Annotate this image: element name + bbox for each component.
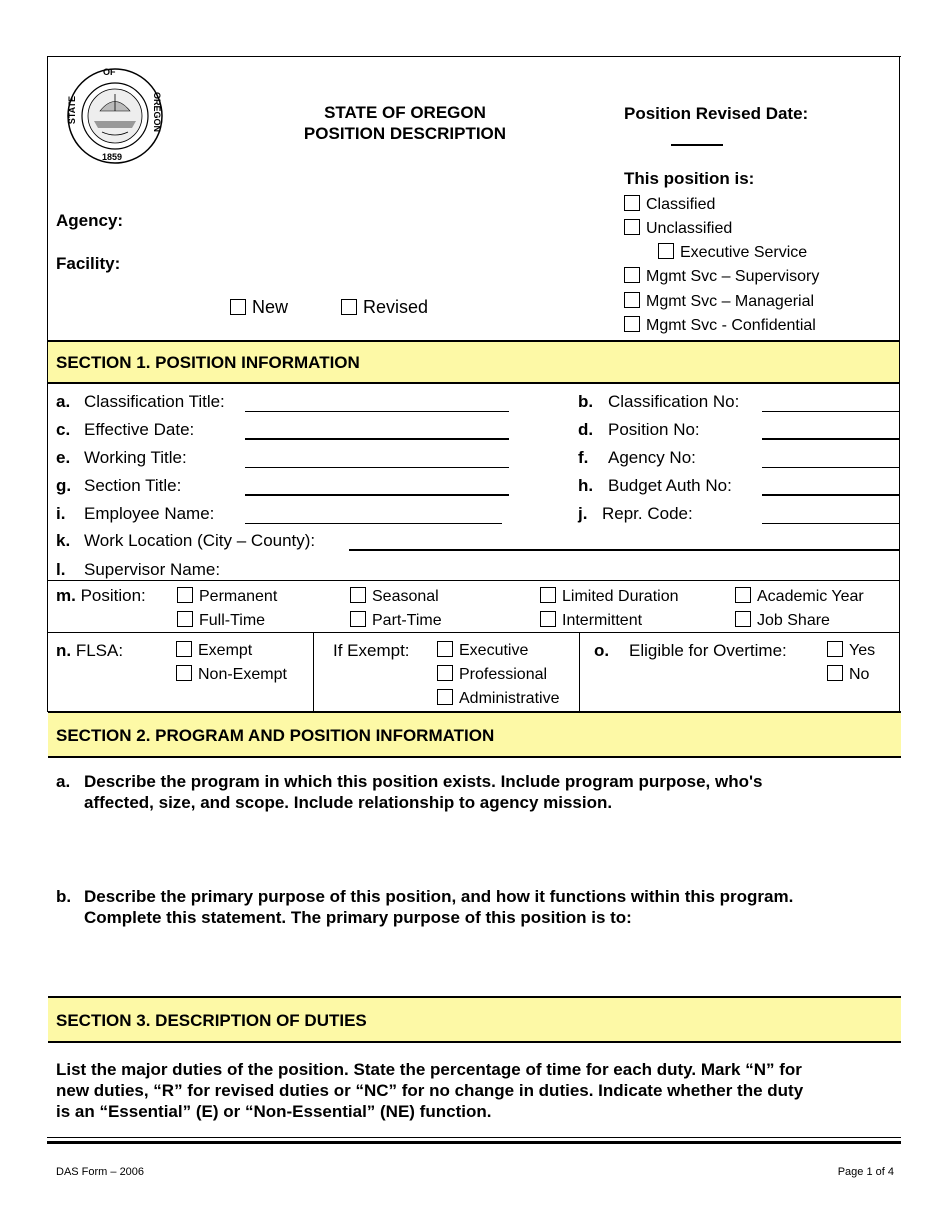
position-type-checkbox[interactable] <box>624 292 640 308</box>
field-letter: h. <box>578 476 594 495</box>
new-checkbox[interactable] <box>230 299 246 315</box>
position-option-label: Academic Year <box>757 588 864 605</box>
field-label: Repr. Code: <box>602 504 693 523</box>
position-type-label: Mgmt Svc - Confidential <box>646 317 816 334</box>
position-type-label: Mgmt Svc – Supervisory <box>646 268 820 285</box>
section-title-input[interactable] <box>245 494 509 496</box>
position-option-label: Seasonal <box>372 588 439 605</box>
overtime-checkbox[interactable] <box>827 641 843 657</box>
exempt-option-label: Professional <box>459 666 548 683</box>
field-supervisor-name <box>56 560 220 580</box>
field-label: Agency No: <box>608 448 696 467</box>
position-limited-duration[interactable] <box>540 587 679 606</box>
divider-flsa-right <box>579 632 580 712</box>
oregon-seal <box>64 66 166 166</box>
flsa-row-label <box>56 641 123 661</box>
section3-line3: is an “Essential” (E) or “Non-Essential” (NE) function. <box>56 1102 492 1121</box>
new-option[interactable] <box>230 297 288 318</box>
position-type-checkbox[interactable] <box>624 316 640 332</box>
position-option-label: Part-Time <box>372 612 442 629</box>
position-checkbox[interactable] <box>540 611 556 627</box>
field-label: Supervisor Name: <box>84 560 221 579</box>
revised-label: Revised <box>363 297 429 317</box>
field-letter: k. <box>56 531 71 550</box>
field-budget-auth-no <box>578 476 732 496</box>
field-letter: j. <box>578 504 588 523</box>
position-academic-year[interactable] <box>735 587 864 606</box>
frame-left <box>47 56 48 712</box>
section1-title: SECTION 1. POSITION INFORMATION <box>56 353 360 372</box>
overtime-label <box>594 641 787 661</box>
flsa-option-label: Exempt <box>198 642 253 659</box>
seal-year: 1859 <box>102 152 123 162</box>
exempt-professional[interactable] <box>437 665 547 684</box>
position-type-label: Classified <box>646 196 716 213</box>
section3-header <box>48 996 901 1043</box>
position-option-label: Full-Time <box>199 612 266 629</box>
position-permanent[interactable] <box>177 587 277 606</box>
position-type-mgmt-managerial[interactable] <box>624 292 814 311</box>
field-repr-code <box>578 504 693 524</box>
position-part-time[interactable] <box>350 611 442 630</box>
field-label: Budget Auth No: <box>608 476 732 495</box>
frame-top <box>47 56 901 57</box>
agency-no-input[interactable] <box>762 467 899 468</box>
section3-title: SECTION 3. DESCRIPTION OF DUTIES <box>56 1011 367 1030</box>
position-job-share[interactable] <box>735 611 830 630</box>
repr-code-input[interactable] <box>762 523 899 524</box>
working-title-input[interactable] <box>245 467 509 468</box>
work-location-input[interactable] <box>349 549 899 551</box>
divider-position-top <box>48 580 899 581</box>
field-section-title <box>56 476 181 496</box>
classification-no-input[interactable] <box>762 411 899 412</box>
position-option-label: Job Share <box>757 612 830 629</box>
agency-label: Agency: <box>56 211 124 230</box>
section1-header <box>48 340 899 384</box>
item-a-line1: Describe the program in which this position exists. Include program purpose, who's <box>84 772 763 791</box>
field-work-location <box>56 531 315 551</box>
flsa-checkbox[interactable] <box>176 665 192 681</box>
field-letter: n. <box>56 641 72 660</box>
field-working-title <box>56 448 187 468</box>
exempt-option-label: Executive <box>459 642 529 659</box>
classification-title-input[interactable] <box>245 411 509 412</box>
field-letter: c. <box>56 420 71 439</box>
footer-rule-bottom <box>47 1141 901 1144</box>
form-title <box>255 102 555 144</box>
section2-title: SECTION 2. PROGRAM AND POSITION INFORMATION <box>56 726 495 745</box>
position-type-mgmt-confidential[interactable] <box>624 316 816 335</box>
overtime-yes[interactable] <box>827 641 875 660</box>
seal-text-top: OF <box>103 67 116 77</box>
field-label: Section Title: <box>84 476 182 495</box>
position-full-time[interactable] <box>177 611 265 630</box>
field-letter: i. <box>56 504 66 523</box>
position-row-label <box>56 586 146 606</box>
exempt-administrative[interactable] <box>437 689 559 708</box>
section2-item-a <box>56 771 763 813</box>
field-letter: l. <box>56 560 66 579</box>
position-is-label: This position is: <box>624 169 755 188</box>
position-option-label: Permanent <box>199 588 278 605</box>
field-label: Employee Name: <box>84 504 215 523</box>
field-label: Position No: <box>608 420 700 439</box>
budget-auth-no-input[interactable] <box>762 494 899 496</box>
flsa-option-label: Non-Exempt <box>198 666 287 683</box>
footer-rule-top <box>47 1137 901 1138</box>
item-a-line2: affected, size, and scope. Include relationship to agency mission. <box>84 793 613 812</box>
item-b-line1: Describe the primary purpose of this position, and how it functions within this program. <box>84 887 794 906</box>
exempt-executive[interactable] <box>437 641 528 660</box>
position-checkbox[interactable] <box>350 587 366 603</box>
overtime-option-label: Yes <box>849 642 876 659</box>
field-classification-title <box>56 392 225 412</box>
field-classification-no <box>578 392 739 412</box>
position-checkbox[interactable] <box>177 587 193 603</box>
position-type-label: Unclassified <box>646 220 733 237</box>
field-label: Eligible for Overtime: <box>629 641 787 660</box>
field-letter: e. <box>56 448 71 467</box>
item-letter: b. <box>56 887 72 906</box>
position-checkbox[interactable] <box>735 587 751 603</box>
item-b-line2: Complete this statement. The primary purpose of this position is to: <box>84 908 632 927</box>
facility-label: Facility: <box>56 254 121 273</box>
field-letter: g. <box>56 476 72 495</box>
field-label: Working Title: <box>84 448 187 467</box>
exempt-option-label: Administrative <box>459 690 560 707</box>
footer-form-id: DAS Form – 2006 <box>56 1166 145 1178</box>
position-type-executive-service[interactable] <box>658 243 807 262</box>
employee-name-input[interactable] <box>245 523 502 524</box>
section2-header <box>48 711 901 758</box>
revised-checkbox[interactable] <box>341 299 357 315</box>
revised-date-field[interactable] <box>671 144 723 146</box>
new-label: New <box>252 297 289 317</box>
position-type-checkbox[interactable] <box>624 267 640 283</box>
position-checkbox[interactable] <box>735 611 751 627</box>
field-letter: f. <box>578 448 589 467</box>
field-letter: d. <box>578 420 594 439</box>
item-letter: a. <box>56 772 71 791</box>
flsa-exempt[interactable] <box>176 641 252 660</box>
position-type-classified[interactable] <box>624 195 715 214</box>
revised-date-label: Position Revised Date: <box>624 104 809 123</box>
position-checkbox[interactable] <box>540 587 556 603</box>
position-type-mgmt-supervisory[interactable] <box>624 267 819 286</box>
position-type-checkbox[interactable] <box>658 243 674 259</box>
overtime-checkbox[interactable] <box>827 665 843 681</box>
section3-line1: List the major duties of the position. State the percentage of time for each duty. Mark “N” for <box>56 1060 802 1079</box>
section2-item-b <box>56 886 793 928</box>
seal-text-right: OREGON <box>152 92 162 133</box>
section3-line2: new duties, “R” for revised duties or “NC” for no change in duties. Indicate whether the duty <box>56 1081 804 1100</box>
position-type-unclassified[interactable] <box>624 219 732 238</box>
position-type-checkbox[interactable] <box>624 219 640 235</box>
field-label: Position: <box>80 586 146 605</box>
position-seasonal[interactable] <box>350 587 439 606</box>
field-agency-no <box>578 448 696 468</box>
field-effective-date <box>56 420 194 440</box>
position-type-label: Executive Service <box>680 244 808 261</box>
position-intermittent[interactable] <box>540 611 642 630</box>
position-option-label: Intermittent <box>562 612 643 629</box>
overtime-option-label: No <box>849 666 870 683</box>
effective-date-input[interactable] <box>245 438 509 440</box>
field-label: Effective Date: <box>84 420 195 439</box>
field-label: FLSA: <box>75 641 124 660</box>
field-label: Classification No: <box>608 392 740 411</box>
frame-right <box>899 56 900 712</box>
divider-flsa-mid <box>313 632 314 712</box>
field-letter: m. <box>56 586 76 605</box>
position-type-label: Mgmt Svc – Managerial <box>646 293 815 310</box>
field-letter: o. <box>594 641 610 660</box>
flsa-checkbox[interactable] <box>176 641 192 657</box>
exempt-checkbox[interactable] <box>437 665 453 681</box>
position-option-label: Limited Duration <box>562 588 679 605</box>
position-checkbox[interactable] <box>177 611 193 627</box>
revised-option[interactable] <box>341 297 428 318</box>
flsa-non-exempt[interactable] <box>176 665 287 684</box>
field-employee-name <box>56 504 214 524</box>
footer-page-number: Page 1 of 4 <box>837 1166 894 1178</box>
overtime-no[interactable] <box>827 665 869 684</box>
divider-flsa-top <box>48 632 899 633</box>
if-exempt-label: If Exempt: <box>333 641 410 660</box>
exempt-checkbox[interactable] <box>437 689 453 705</box>
seal-text-left: STATE <box>67 96 77 125</box>
field-label: Work Location (City – County): <box>84 531 316 550</box>
position-type-checkbox[interactable] <box>624 195 640 211</box>
field-letter: a. <box>56 392 71 411</box>
field-label: Classification Title: <box>84 392 225 411</box>
form-title-line2: POSITION DESCRIPTION <box>303 124 507 143</box>
form-title-line1: STATE OF OREGON <box>324 103 486 122</box>
exempt-checkbox[interactable] <box>437 641 453 657</box>
position-no-input[interactable] <box>762 438 899 440</box>
position-checkbox[interactable] <box>350 611 366 627</box>
field-letter: b. <box>578 392 594 411</box>
section3-instructions <box>56 1059 803 1122</box>
field-position-no <box>578 420 700 440</box>
